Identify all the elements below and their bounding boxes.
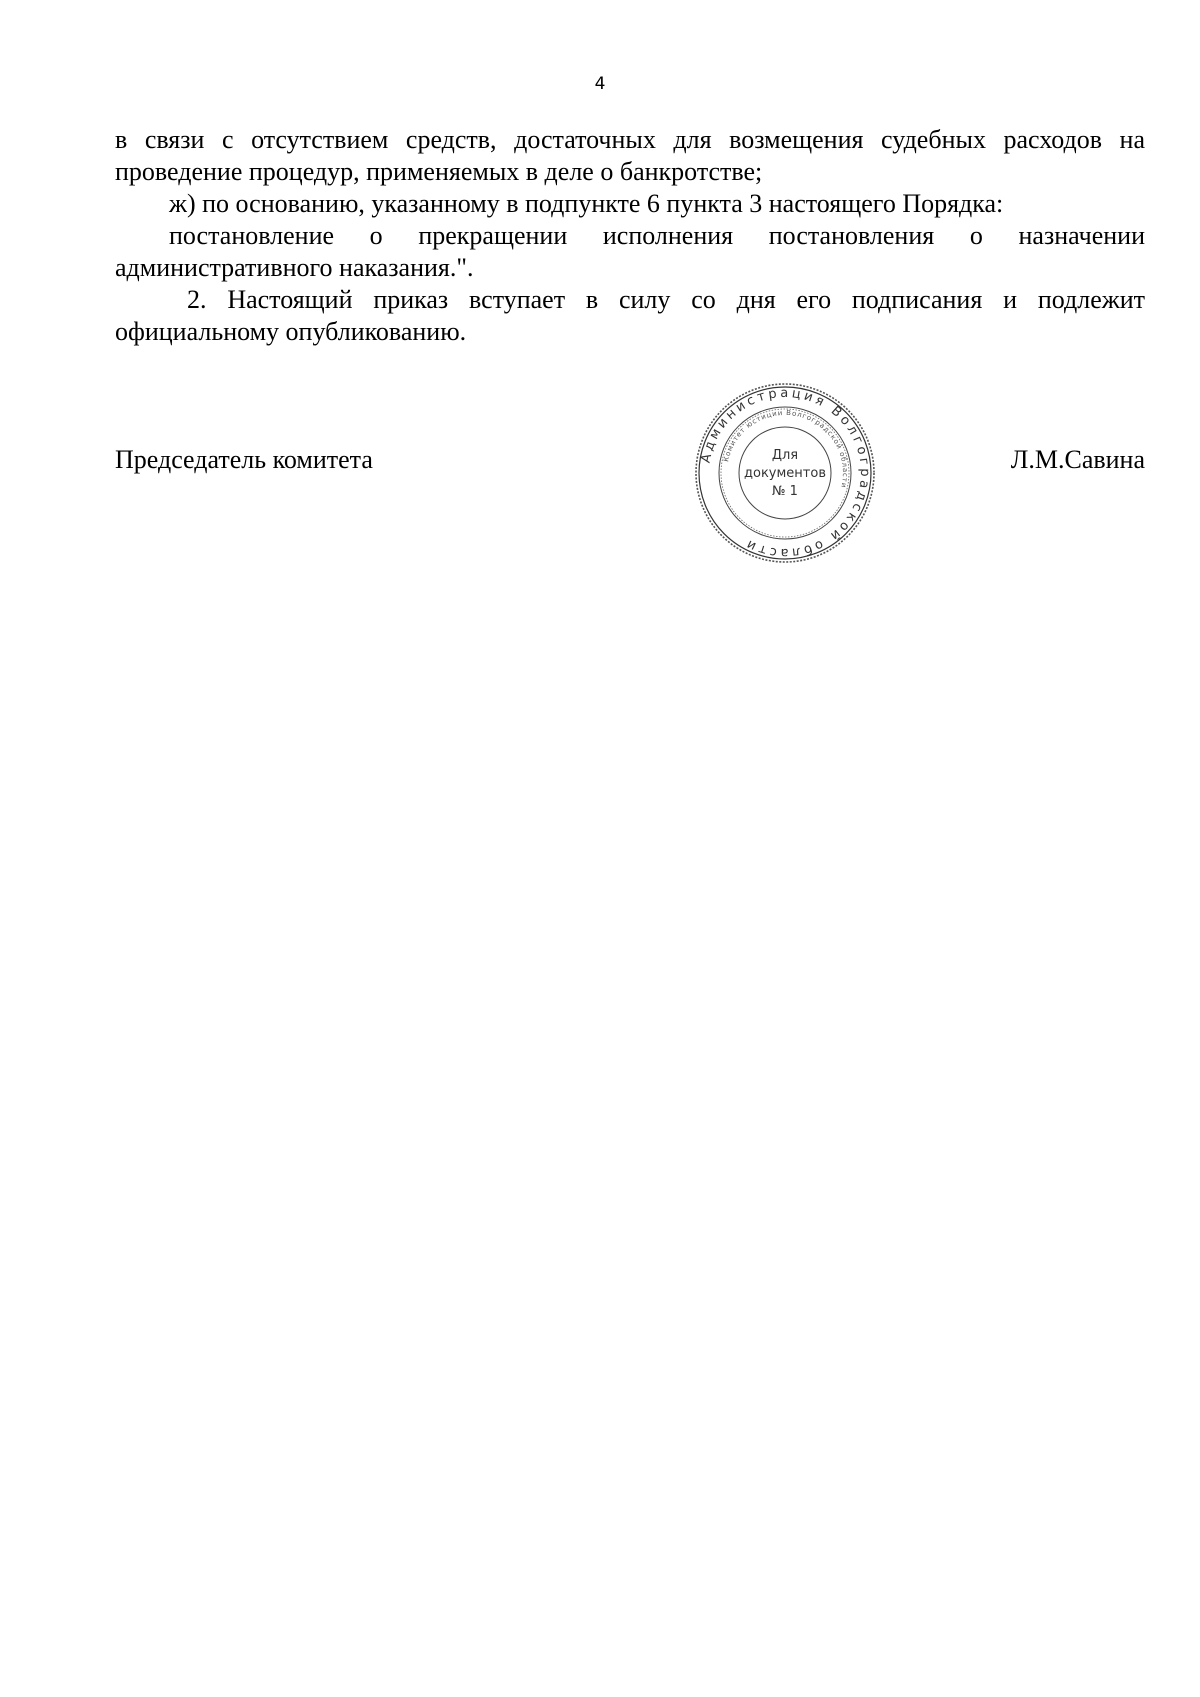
seal-inner-ring-text: Комитет юстиции Волгоградской области xyxy=(722,408,850,489)
seal-ring-text: Администрация Волгоградской области xyxy=(698,385,873,561)
signature-block xyxy=(115,444,1145,484)
document-body xyxy=(115,124,1145,348)
signatory-position: Председатель комитета xyxy=(115,445,373,474)
seal-center-line-1: Для xyxy=(771,448,799,463)
seal-center-line-2: документов xyxy=(744,466,826,481)
seal-center-line-3: № 1 xyxy=(772,484,798,499)
paragraph-item-zh: ж) по основанию, указанному в подпункте 6 пункта 3 настоящего Порядка: xyxy=(169,189,1004,218)
page-number: 4 xyxy=(594,74,606,94)
paragraph-order-effect: 2. Настоящий приказ вступает в силу со дня его подписания и подлежит официальному опубликованию. xyxy=(115,285,1145,346)
official-seal-icon xyxy=(693,381,877,565)
signatory-name: Л.М.Савина xyxy=(1010,445,1145,474)
paragraph-continuation: в связи с отсутствием средств, достаточных для возмещения судебных расходов на проведение процедур, применяемых в деле о банкротстве; xyxy=(115,125,1145,186)
paragraph-resolution: постановление о прекращении исполнения постановления о назначении административного наказания.". xyxy=(115,221,1145,282)
